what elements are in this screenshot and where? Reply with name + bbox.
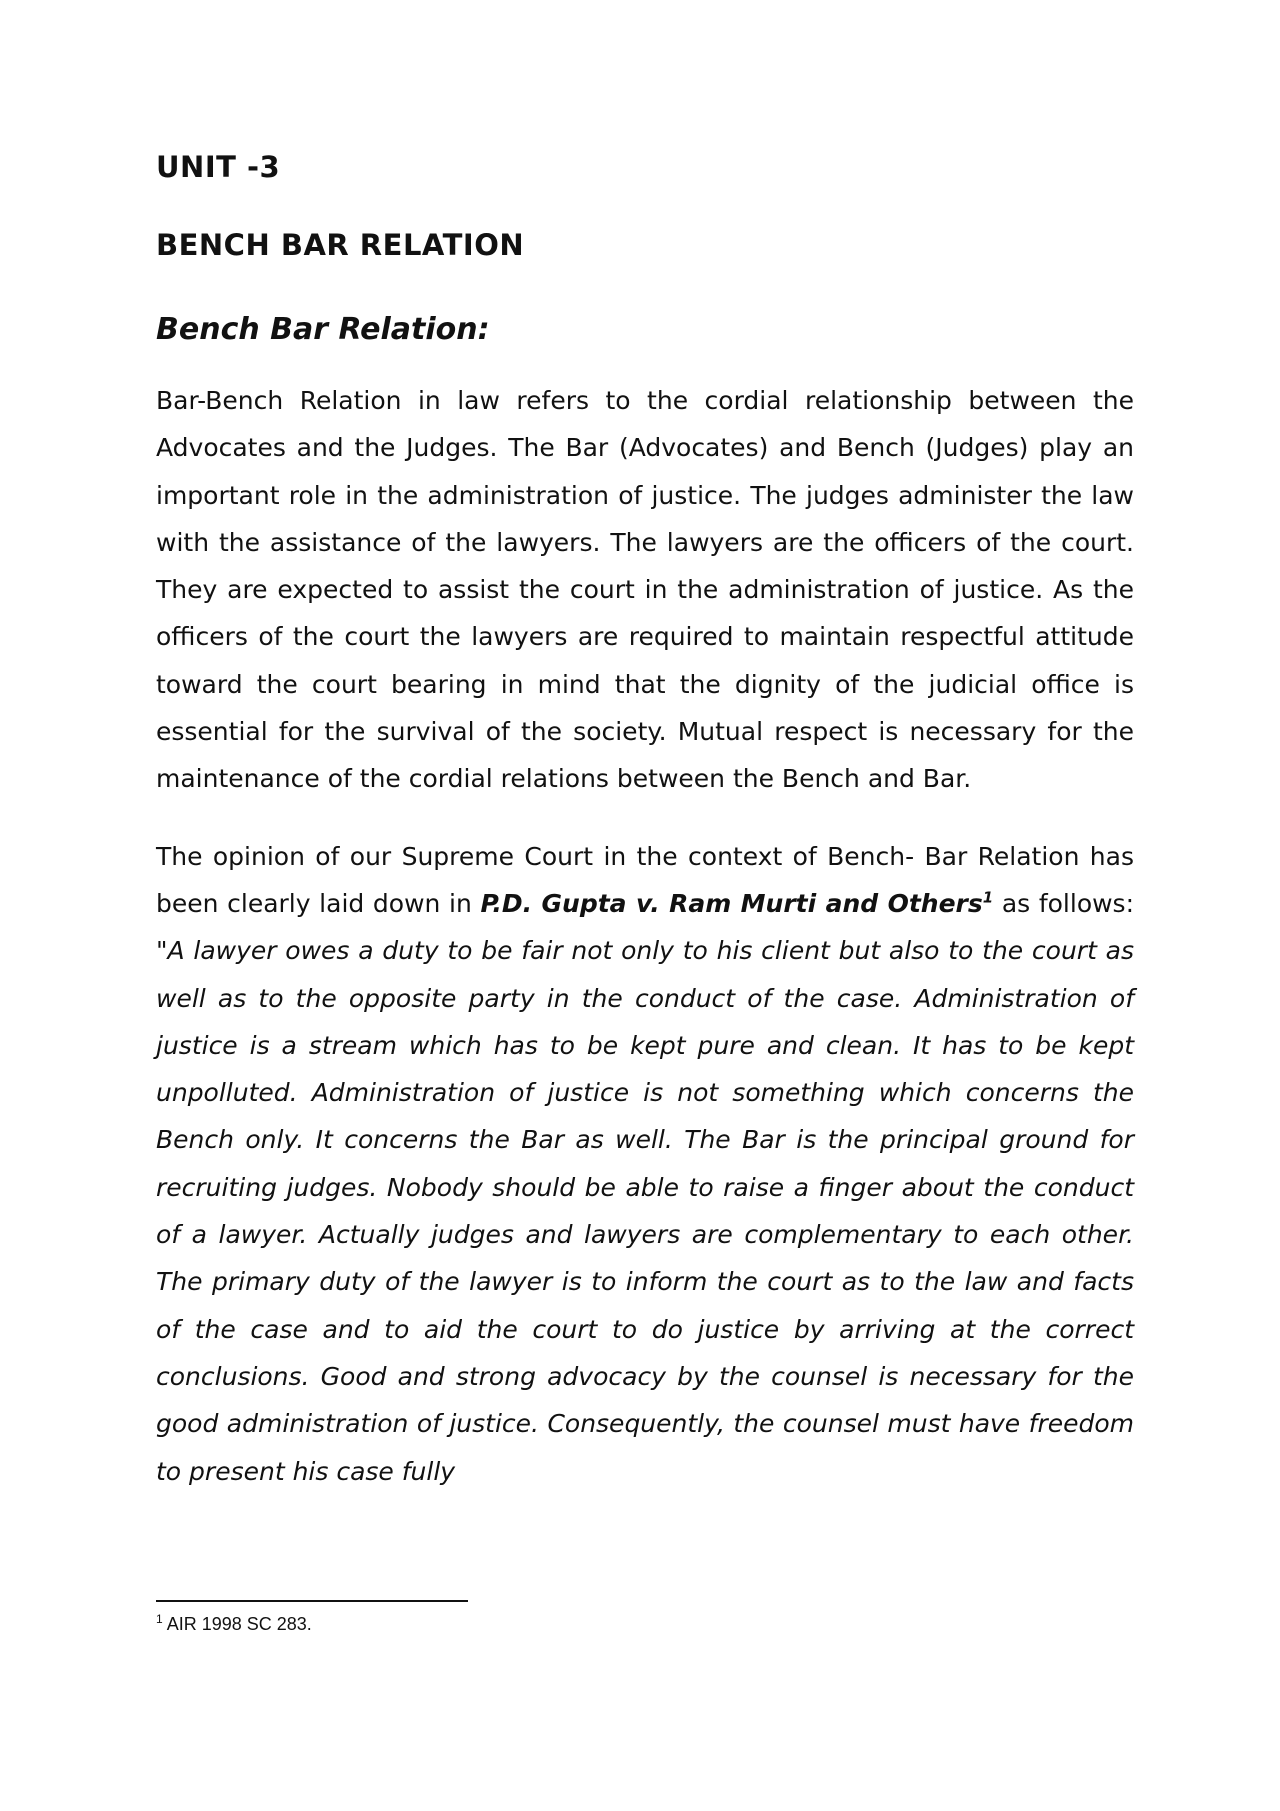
document-page (156, 150, 1134, 1495)
case-name-text: P.D. Gupta v. Ram Murti and Others (480, 888, 983, 918)
paragraph-connector-text: as follows: (993, 888, 1135, 918)
unit-heading: UNIT -3 (156, 150, 281, 184)
case-citation (480, 889, 993, 918)
paragraph-supreme-court-opinion (156, 833, 1134, 1495)
court-quotation: "A lawyer owes a duty to be fair not only to his client but also to the court as well as to the opposite party in the conduct of the case. Administration of justice is a stream which has to be kept pure and clean. It has to be kept unpolluted. Administration of justice is not something which concerns the Bench only. It concerns the Bar as well. The Bar is the principal ground for recruiting judges. Nobody should be able to raise a finger about the conduct of a lawyer. Actually judges and lawyers are complementary to each other. The primary duty of the lawyer is to inform the court as to the law and facts of the case and to aid the court to do justice by arriving at the correct conclusions. Good and strong advocacy by the counsel is necessary for the good administration of justice. Consequently, the counsel must have freedom to present his case fully (156, 936, 1134, 1486)
paragraph-lead-text: The opinion of our Supreme Court in the context of Bench- Bar Relation has been clearly laid down in (156, 841, 1134, 918)
footnote (156, 1614, 312, 1635)
chapter-heading: BENCH BAR RELATION (156, 228, 525, 262)
footnote-reference: 1 (982, 888, 994, 907)
footnote-number: 1 (156, 1612, 163, 1626)
paragraph-intro: Bar-Bench Relation in law refers to the cordial relationship between the Advocates and the Judges. The Bar (Advocates) and Bench (Judges) play an important role in the administration of justice. The judges administer the law with the assistance of the lawyers. The lawyers are the officers of the court. They are expected to assist the court in the administration of justice. As the officers of the court the lawyers are required to maintain respectful attitude toward the court bearing in mind that the dignity of the judicial office is essential for the survival of the society. Mutual respect is necessary for the maintenance of the cordial relations between the Bench and Bar. (156, 386, 1134, 794)
section-heading: Bench Bar Relation: (156, 312, 490, 347)
footnote-text: AIR 1998 SC 283. (162, 1614, 312, 1634)
footnote-divider (156, 1600, 468, 1602)
